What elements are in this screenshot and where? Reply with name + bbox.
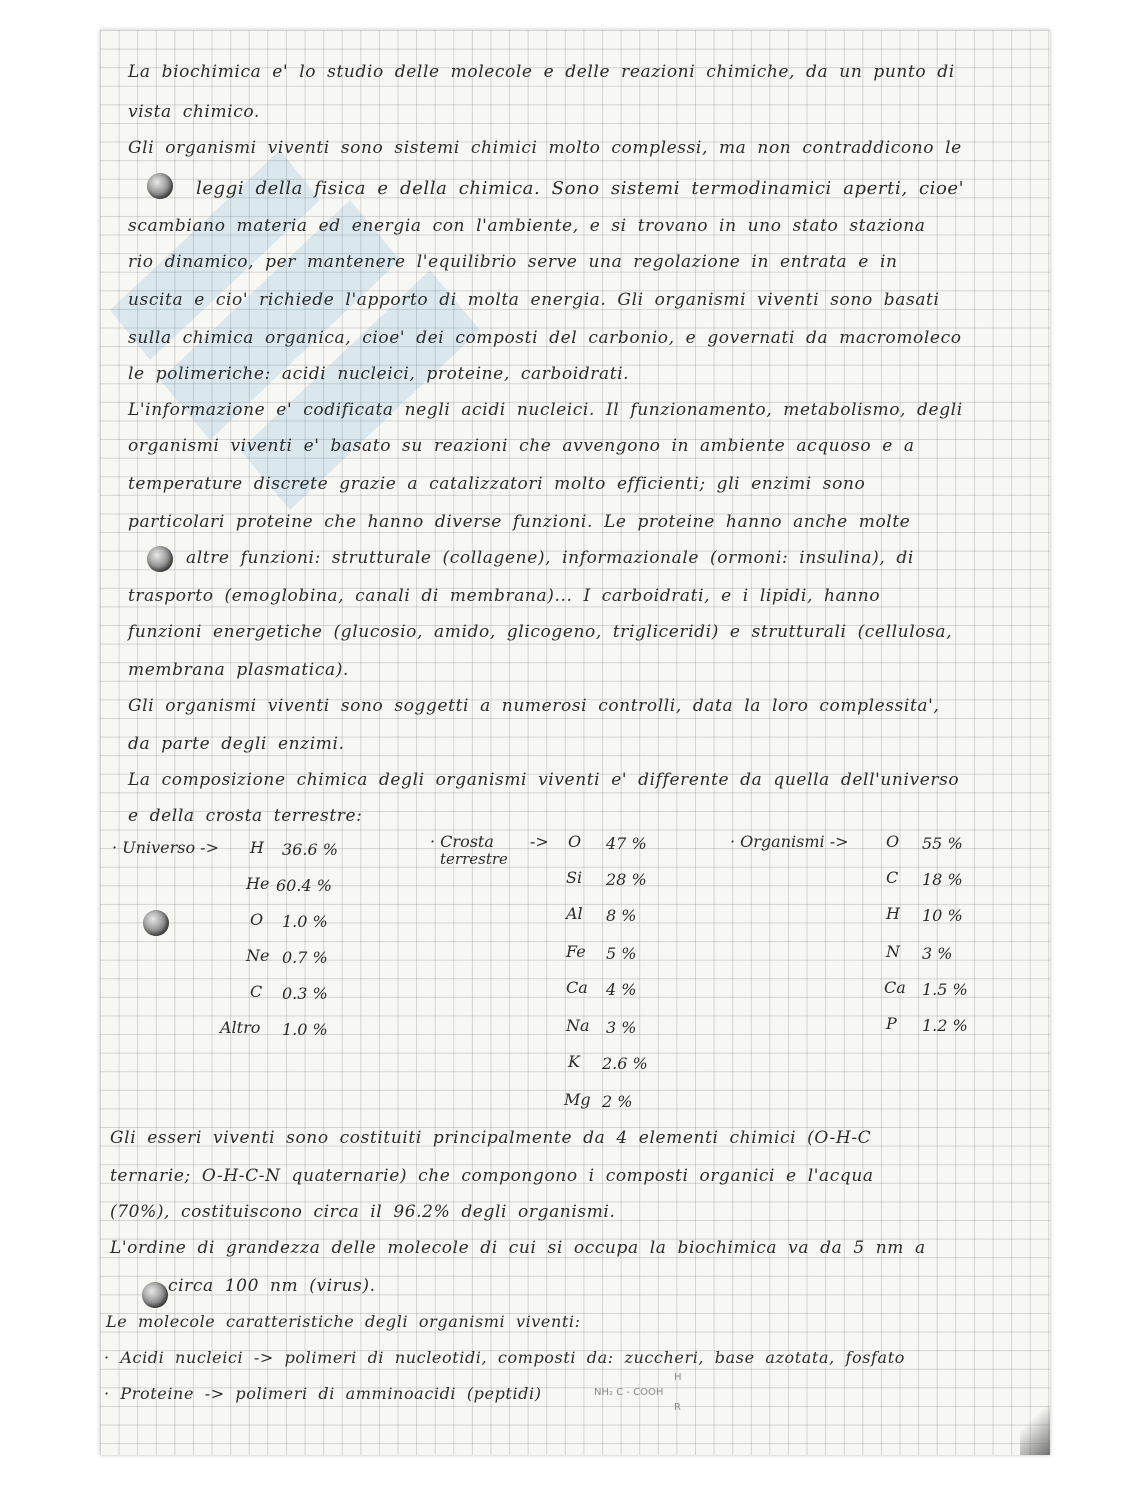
universo-el: Altro: [220, 1018, 261, 1037]
universo-el: H: [250, 838, 264, 857]
text-line: membrana plasmatica).: [128, 660, 349, 680]
page-corner-shadow: [1020, 1395, 1050, 1455]
text-line: L'informazione e' codificata negli acidi nucleici. Il funzionamento, metabolismo, degli: [128, 400, 963, 420]
universo-val: 0.7 %: [282, 948, 328, 967]
crosta-val: 8 %: [606, 906, 637, 925]
crosta-el: K: [568, 1052, 580, 1071]
organismi-val: 1.2 %: [922, 1016, 968, 1035]
organismi-label: · Organismi ->: [730, 832, 849, 851]
crosta-el: Ca: [566, 978, 588, 997]
text-line: Gli esseri viventi sono costituiti principalmente da 4 elementi chimici (O-H-C: [110, 1128, 872, 1148]
amino-acid-formula: NH₂ C - COOH: [594, 1387, 664, 1398]
crosta-val: 28 %: [606, 870, 647, 889]
organismi-el: P: [886, 1014, 897, 1033]
text-line: e della crosta terrestre:: [128, 806, 363, 826]
text-line: organismi viventi e' basato su reazioni che avvengono in ambiente acquoso e a: [128, 436, 915, 456]
text-line: trasporto (emoglobina, canali di membrana)... I carboidrati, e i lipidi, hanno: [128, 586, 881, 606]
organismi-el: O: [886, 832, 900, 851]
punch-hole-2: [147, 546, 173, 572]
universo-label: · Universo ->: [112, 838, 219, 857]
universo-val: 1.0 %: [282, 912, 328, 931]
text-line: La composizione chimica degli organismi viventi e' differente da quella dell'universo: [128, 770, 960, 790]
text-line: funzioni energetiche (glucosio, amido, glicogeno, trigliceridi) e strutturali (cellulosa,: [128, 622, 953, 642]
crosta-val: 2 %: [602, 1092, 633, 1111]
crosta-label: · Crosta: [430, 832, 494, 851]
punch-hole-3: [143, 910, 169, 936]
text-line: altre funzioni: strutturale (collagene), informazionale (ormoni: insulina), di: [186, 548, 914, 568]
crosta-arrow: ->: [530, 832, 549, 851]
organismi-val: 10 %: [922, 906, 963, 925]
text-line: · Acidi nucleici -> polimeri di nucleotidi, composti da: zuccheri, base azotata, fosfato: [104, 1348, 905, 1367]
crosta-el: Al: [566, 904, 583, 923]
text-line: uscita e cio' richiede l'apporto di molta energia. Gli organismi viventi sono basati: [128, 290, 940, 310]
crosta-val: 3 %: [606, 1018, 637, 1037]
organismi-val: 1.5 %: [922, 980, 968, 999]
punch-hole-1: [147, 173, 173, 199]
crosta-el: Si: [566, 868, 583, 887]
universo-val: 60.4 %: [276, 876, 332, 895]
formula-top: H: [674, 1372, 682, 1383]
text-line: rio dinamico, per mantenere l'equilibrio serve una regolazione in entrata e in: [128, 252, 898, 272]
text-line: Gli organismi viventi sono sistemi chimici molto complessi, ma non contraddicono le: [128, 138, 962, 158]
organismi-el: C: [886, 868, 899, 887]
universo-val: 36.6 %: [282, 840, 338, 859]
text-line: (70%), costituiscono circa il 96.2% degli organismi.: [110, 1202, 616, 1222]
text-line: ternarie; O-H-C-N quaternarie) che compongono i composti organici e l'acqua: [110, 1166, 874, 1186]
crosta-el: Fe: [566, 942, 586, 961]
text-line: sulla chimica organica, cioe' dei composti del carbonio, e governati da macromoleco: [128, 328, 962, 348]
crosta-el: O: [568, 832, 582, 851]
text-line: L'ordine di grandezza delle molecole di cui si occupa la biochimica va da 5 nm a: [110, 1238, 926, 1258]
crosta-label-2: terrestre: [440, 850, 508, 868]
universo-val: 0.3 %: [282, 984, 328, 1003]
organismi-el: H: [886, 904, 900, 923]
organismi-val: 18 %: [922, 870, 963, 889]
universo-el: Ne: [246, 946, 270, 965]
formula-bottom: R: [674, 1402, 681, 1413]
text-line: temperature discrete grazie a catalizzatori molto efficienti; gli enzimi sono: [128, 474, 866, 494]
crosta-val: 5 %: [606, 944, 637, 963]
text-line: le polimeriche: acidi nucleici, proteine, carboidrati.: [128, 364, 630, 384]
crosta-val: 4 %: [606, 980, 637, 999]
text-line: Gli organismi viventi sono soggetti a numerosi controlli, data la loro complessita',: [128, 696, 940, 716]
universo-val: 1.0 %: [282, 1020, 328, 1039]
text-line: scambiano materia ed energia con l'ambiente, e si trovano in uno stato staziona: [128, 216, 926, 236]
organismi-el: Ca: [884, 978, 906, 997]
text-line: leggi della fisica e della chimica. Sono sistemi termodinamici aperti, cioe': [196, 178, 965, 199]
punch-hole-4: [142, 1282, 168, 1308]
organismi-val: 3 %: [922, 944, 953, 963]
universo-el: He: [246, 874, 270, 893]
notebook-page: [100, 30, 1050, 1455]
crosta-val: 2.6 %: [602, 1054, 648, 1073]
text-line: particolari proteine che hanno diverse funzioni. Le proteine hanno anche molte: [128, 512, 911, 532]
text-line: circa 100 nm (virus).: [168, 1276, 376, 1296]
crosta-val: 47 %: [606, 834, 647, 853]
organismi-el: N: [886, 942, 900, 961]
crosta-el: Mg: [564, 1090, 591, 1109]
universo-el: C: [250, 982, 263, 1001]
text-line: Le molecole caratteristiche degli organismi viventi:: [106, 1312, 581, 1331]
text-line: vista chimico.: [128, 102, 260, 122]
organismi-val: 55 %: [922, 834, 963, 853]
universo-el: O: [250, 910, 264, 929]
text-line: da parte degli enzimi.: [128, 734, 345, 754]
crosta-el: Na: [566, 1016, 590, 1035]
text-line: · Proteine -> polimeri di amminoacidi (peptidi): [104, 1384, 542, 1403]
text-line: La biochimica e' lo studio delle molecole e delle reazioni chimiche, da un punto di: [128, 62, 955, 82]
